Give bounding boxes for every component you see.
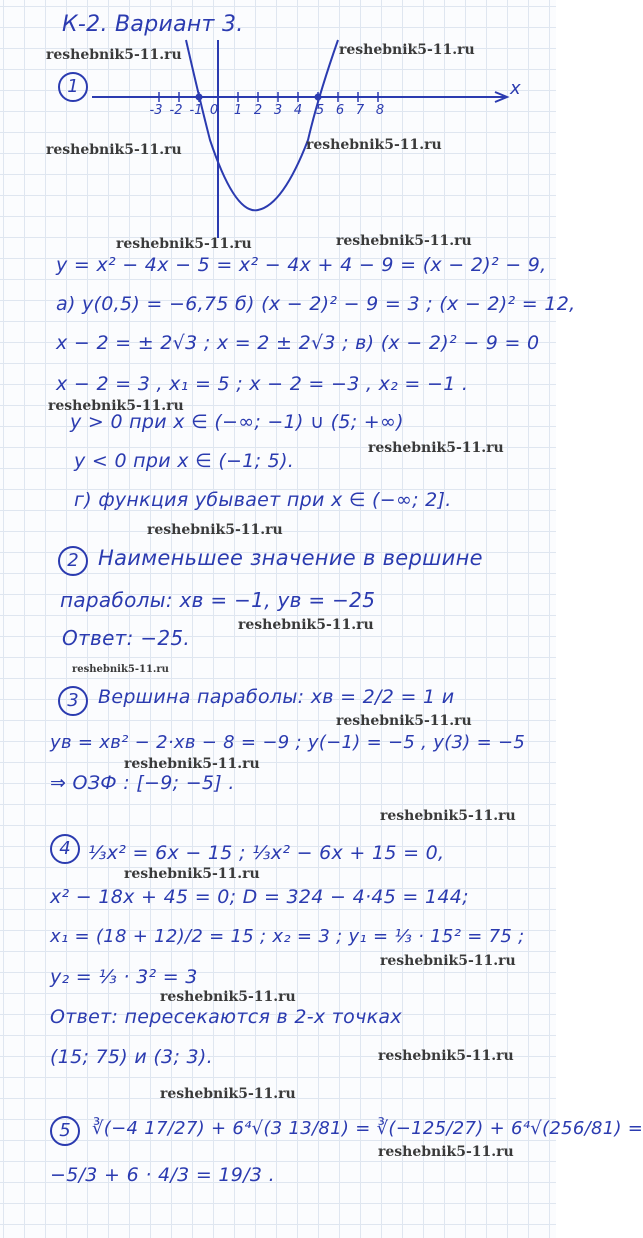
task-5-number: 5: [50, 1116, 80, 1146]
tick-label: -1: [189, 103, 203, 118]
watermark: reshebnik5-11.ru: [380, 808, 516, 824]
task-1-line: x − 2 = 3 , x₁ = 5 ; x − 2 = −3 , x₂ = −1 .: [56, 373, 469, 395]
watermark: reshebnik5-11.ru: [368, 440, 504, 456]
watermark: reshebnik5-11.ru: [46, 142, 182, 158]
task-1-line: x − 2 = ± 2√3 ; x = 2 ± 2√3 ; в) (x − 2)² − 9 = 0: [56, 332, 540, 354]
tick-label: 8: [375, 103, 385, 118]
task-4-line: x₁ = (18 + 12)/2 = 15 ; x₂ = 3 ; y₁ = ⅓ · 15² = 75 ;: [50, 926, 525, 947]
task-4-line: x² − 18x + 45 = 0; D = 324 − 4·45 = 144;: [50, 886, 469, 908]
root-point-left: [196, 94, 203, 101]
watermark: reshebnik5-11.ru: [336, 233, 472, 249]
watermark: reshebnik5-11.ru: [306, 137, 442, 153]
watermark: reshebnik5-11.ru: [124, 866, 260, 882]
watermark: reshebnik5-11.ru: [160, 989, 296, 1005]
task-3-line: ⇒ ОЗФ : [−9; −5] .: [50, 772, 235, 794]
watermark: reshebnik5-11.ru: [72, 664, 169, 675]
task-4-line: Ответ: пересекаются в 2-х точках: [50, 1006, 402, 1028]
tick-label: 4: [293, 103, 303, 118]
tick-label: -2: [169, 103, 183, 118]
watermark: reshebnik5-11.ru: [147, 522, 283, 538]
parabola-curve: [186, 40, 338, 210]
task-4-line: (15; 75) и (3; 3).: [50, 1046, 213, 1068]
task-4-line: ⅓x² = 6x − 15 ; ⅓x² − 6x + 15 = 0,: [88, 842, 445, 864]
task-2-line: параболы: xв = −1, yв = −25: [60, 588, 376, 612]
tick-label: 5: [315, 103, 325, 118]
task-4-line: y₂ = ⅓ · 3² = 3: [50, 966, 198, 988]
parabola-graph: [0, 0, 556, 240]
watermark: reshebnik5-11.ru: [238, 617, 374, 633]
task-3-line: Вершина параболы: xв = 2/2 = 1 и: [98, 686, 455, 708]
task-1-number: 1: [58, 72, 88, 102]
task-1-line: а) y(0,5) = −6,75 б) (x − 2)² − 9 = 3 ; (x − 2)² = 12,: [56, 293, 576, 315]
task-3-number: 3: [58, 686, 88, 716]
task-2-number: 2: [58, 546, 88, 576]
root-point-right: [315, 94, 322, 101]
watermark: reshebnik5-11.ru: [124, 756, 260, 772]
tick-label: 3: [273, 103, 283, 118]
watermark: reshebnik5-11.ru: [339, 42, 475, 58]
task-3-line: yв = xв² − 2·xв − 8 = −9 ; y(−1) = −5 , y(3) = −5: [50, 732, 526, 753]
task-2-line: Ответ: −25.: [62, 626, 191, 650]
watermark: reshebnik5-11.ru: [160, 1086, 296, 1102]
task-1-line: y < 0 при x ∈ (−1; 5).: [74, 450, 295, 472]
page-title: К-2. Вариант 3.: [62, 12, 244, 37]
tick-label: 0: [209, 103, 219, 118]
watermark: reshebnik5-11.ru: [46, 47, 182, 63]
task-5-line: −5/3 + 6 · 4/3 = 19/3 .: [50, 1164, 275, 1186]
watermark: reshebnik5-11.ru: [380, 953, 516, 969]
tick-label: 1: [233, 103, 243, 118]
task-4-number: 4: [50, 834, 80, 864]
x-axis-label: x: [510, 78, 521, 99]
task-1-line: y = x² − 4x − 5 = x² − 4x + 4 − 9 = (x − 2)² − 9,: [56, 254, 547, 276]
watermark: reshebnik5-11.ru: [378, 1048, 514, 1064]
watermark: reshebnik5-11.ru: [336, 713, 472, 729]
watermark: reshebnik5-11.ru: [116, 236, 252, 252]
tick-label: -3: [149, 103, 163, 118]
task-1-line: г) функция убывает при x ∈ (−∞; 2].: [74, 489, 452, 511]
tick-label: 2: [253, 103, 263, 118]
tick-label: 7: [355, 103, 365, 118]
task-2-line: Наименьшее значение в вершине: [98, 546, 483, 570]
task-5-line: ∛(−4 17/27) + 6⁴√(3 13/81) = ∛(−125/27) + 6⁴√(256/81) =: [92, 1118, 643, 1139]
task-1-line: y > 0 при x ∈ (−∞; −1) ∪ (5; +∞): [70, 411, 404, 433]
watermark: reshebnik5-11.ru: [378, 1144, 514, 1160]
tick-label: 6: [335, 103, 345, 118]
watermark: reshebnik5-11.ru: [48, 398, 184, 414]
